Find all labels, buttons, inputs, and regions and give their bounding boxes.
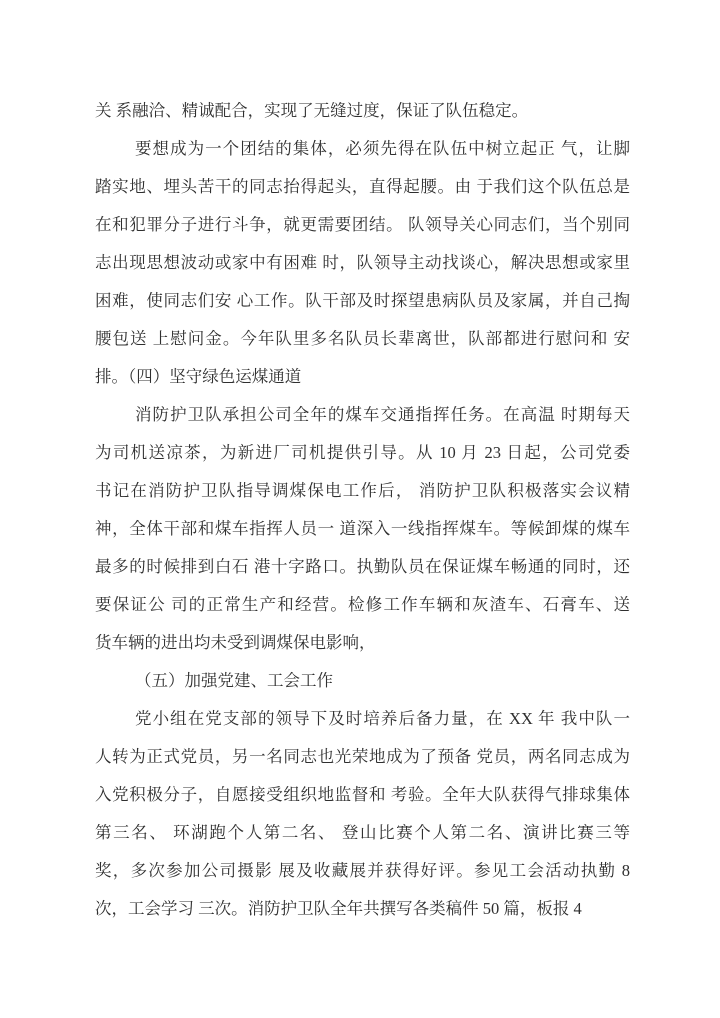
text-line: 腰包送 上慰问金。今年队里多名队员长辈离世，队部都进行慰问和 安 <box>95 329 630 348</box>
text-line: 入党积极分子，自愿接受组织地监督和 考验。全年大队获得气排球集体 <box>95 785 630 804</box>
text-line: 党小组在党支部的领导下及时培养后备力量，在 XX 年 我中队一 <box>135 709 630 728</box>
text-line: 消防护卫队承担公司全年的煤车交通指挥任务。在高温 时期每天 <box>135 405 630 424</box>
text-line: 困难，使同志们安 心工作。队干部及时探望患病队员及家属，并自己掏 <box>95 291 630 310</box>
text-line: 书记在消防护卫队指导调煤保电工作后， 消防护卫队积极落实会议精 <box>95 481 630 500</box>
text-line: 在和犯罪分子进行斗争，就更需要团结。 队领导关心同志们，当个别同 <box>95 215 630 234</box>
text-line: 要想成为一个团结的集体，必须先得在队伍中树立起正 气，让脚 <box>135 139 630 158</box>
text-line: 踏实地、埋头苦干的同志抬得起头，直得起腰。由 于我们这个队伍总是 <box>95 177 630 196</box>
text-line: （五）加强党建、工会工作 <box>135 671 333 690</box>
text-line: 排。（四）坚守绿色运煤通道 <box>95 367 302 386</box>
text-line: 关 系融洽、精诚配合，实现了无缝过度，保证了队伍稳定。 <box>95 101 529 120</box>
text-line: 要保证公 司的正常生产和经营。检修工作车辆和灰渣车、石膏车、送 <box>95 595 630 614</box>
text-line: 最多的时候排到白石 港十字路口。执勤队员在保证煤车畅通的同时，还 <box>95 557 630 576</box>
document-text <box>95 92 630 928</box>
text-line: 神，全体干部和煤车指挥人员一 道深入一线指挥煤车。等候卸煤的煤车 <box>95 519 630 538</box>
text-line: 奖，多次参加公司摄影 展及收藏展并获得好评。参见工会活动执勤 8 <box>95 861 630 880</box>
text-line: 次，工会学习 三次。消防护卫队全年共撰写各类稿件 50 篇，板报 4 <box>95 899 582 918</box>
text-line: 志出现思想波动或家中有困难 时，队领导主动找谈心，解决思想或家里 <box>95 253 630 272</box>
text-line: 人转为正式党员，另一名同志也光荣地成为了预备 党员，两名同志成为 <box>95 747 630 766</box>
text-line: 货车辆的进出均未受到调煤保电影响， <box>95 633 376 652</box>
text-line: 为司机送凉茶，为新进厂司机提供引导。从 10 月 23 日起，公司党委 <box>95 443 630 462</box>
text-line: 第三名、 环湖跑个人第二名、 登山比赛个人第二名、演讲比赛三等 <box>95 823 630 842</box>
